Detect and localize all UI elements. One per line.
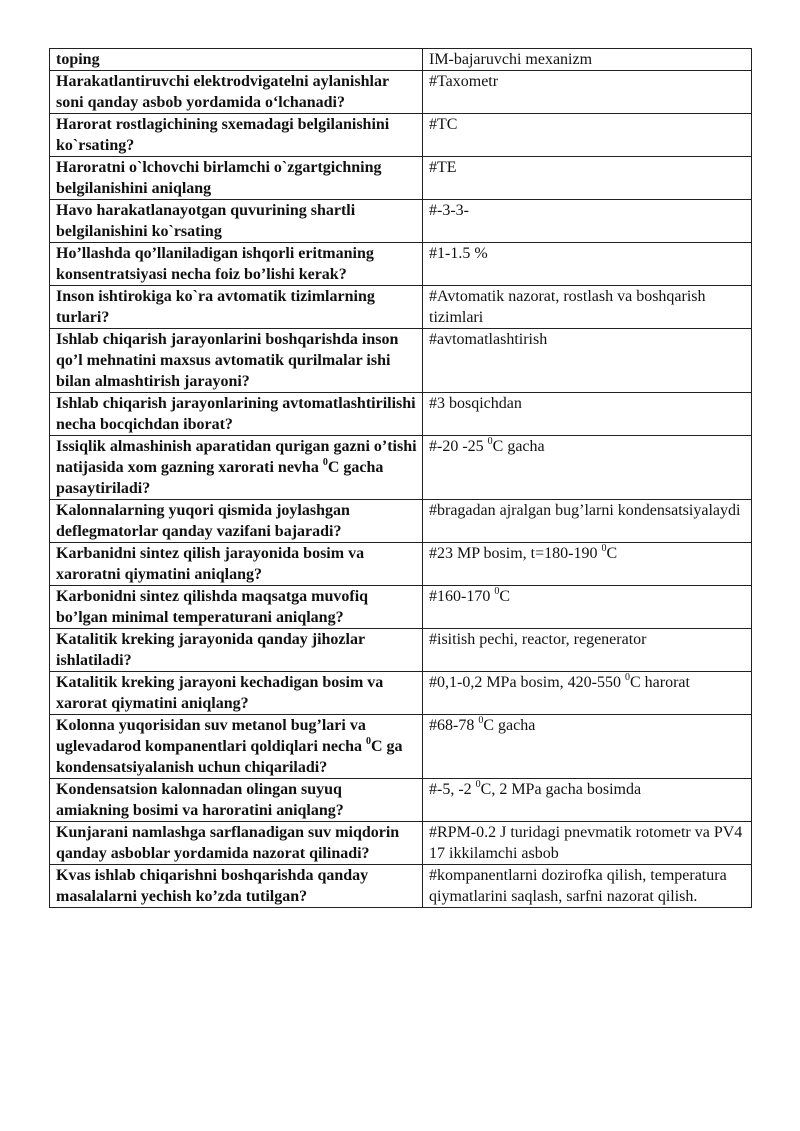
answer-text: C gacha xyxy=(483,717,536,734)
table-row xyxy=(50,157,752,200)
table-row xyxy=(50,114,752,157)
question-cell: Ishlab chiqarish jarayonlarini boshqarishda inson qo’l mehnatini maxsus avtomatik qurilmalar ishi bilan almashtirish jarayoni? xyxy=(50,329,423,393)
answer-text: C xyxy=(606,545,618,562)
table-row xyxy=(50,286,752,329)
degree-superscript: 0 xyxy=(475,778,481,790)
question-cell: Kalonnalarning yuqori qismida joylashgan deflegmatorlar qanday vazifani bajaradi? xyxy=(50,500,423,543)
answer-text: #0,1-0,2 MPa bosim, 420-550 xyxy=(429,674,625,691)
answer-cell: #1-1.5 % xyxy=(423,243,752,286)
answer-cell xyxy=(423,436,752,500)
question-cell: Harorat rostlagichining sxemadagi belgilanishini ko`rsating? xyxy=(50,114,423,157)
question-answer-table xyxy=(49,48,752,908)
answer-cell: #avtomatlashtirish xyxy=(423,329,752,393)
table-row xyxy=(50,243,752,286)
answer-cell: IM-bajaruvchi mexanizm xyxy=(423,49,752,71)
degree-superscript: 0 xyxy=(478,714,484,726)
table-row xyxy=(50,329,752,393)
answer-cell: #isitish pechi, reactor, regenerator xyxy=(423,629,752,672)
question-cell: Katalitik kreking jarayonida qanday jihozlar ishlatiladi? xyxy=(50,629,423,672)
answer-cell: #bragadan ajralgan bug’larni kondensatsiyalaydi xyxy=(423,500,752,543)
answer-cell: #Taxometr xyxy=(423,71,752,114)
table-row xyxy=(50,200,752,243)
question-cell: Inson ishtirokiga ko`ra avtomatik tizimlarning turlari? xyxy=(50,286,423,329)
degree-superscript: 0 xyxy=(487,435,493,447)
question-text: Issiqlik almashinish aparatidan qurigan gazni o’tishi natijasida xom gazning xarorati nevha xyxy=(56,438,417,476)
answer-cell: #TE xyxy=(423,157,752,200)
answer-cell: #TC xyxy=(423,114,752,157)
answer-cell xyxy=(423,586,752,629)
table-row xyxy=(50,586,752,629)
degree-superscript: 0 xyxy=(322,456,328,468)
answer-cell: #3 bosqichdan xyxy=(423,393,752,436)
table-row xyxy=(50,49,752,71)
question-cell: Karbonidni sintez qilishda maqsatga muvofiq bo’lgan minimal temperaturani aniqlang? xyxy=(50,586,423,629)
answer-cell: #RPM-0.2 J turidagi pnevmatik rotometr va PV4 17 ikkilamchi asbob xyxy=(423,822,752,865)
answer-cell xyxy=(423,672,752,715)
question-cell: Katalitik kreking jarayoni kechadigan bosim va xarorat qiymatini aniqlang? xyxy=(50,672,423,715)
answer-cell: #Avtomatik nazorat, rostlash va boshqarish tizimlari xyxy=(423,286,752,329)
answer-text: #-20 -25 xyxy=(429,438,488,455)
degree-superscript: 0 xyxy=(365,735,371,747)
answer-text: #160-170 xyxy=(429,588,495,605)
question-text: Kolonna yuqorisidan suv metanol bug’lari va uglevadarod kompanentlari qoldiqlari necha xyxy=(56,717,366,755)
table-row xyxy=(50,436,752,500)
table-row xyxy=(50,822,752,865)
question-cell: Karbanidni sintez qilish jarayonida bosim va xaroratni qiymatini aniqlang? xyxy=(50,543,423,586)
answer-text: C harorat xyxy=(630,674,690,691)
question-cell: Ho’llashda qo’llaniladigan ishqorli eritmaning konsentratsiyasi necha foiz bo’lishi kerak? xyxy=(50,243,423,286)
question-cell: Ishlab chiqarish jarayonlarining avtomatlashtirilishi necha bocqichdan iborat? xyxy=(50,393,423,436)
answer-text: C gacha xyxy=(492,438,545,455)
question-cell: Havo harakatlanayotgan quvurining shartli belgilanishini ko`rsating xyxy=(50,200,423,243)
answer-text: C, 2 MPa gacha bosimda xyxy=(480,781,642,798)
question-cell xyxy=(50,715,423,779)
degree-superscript: 0 xyxy=(625,671,630,683)
question-cell: Kondensatsion kalonnadan olingan suyuq amiakning bosimi va haroratini aniqlang? xyxy=(50,779,423,822)
table-row xyxy=(50,629,752,672)
question-cell: Harakatlantiruvchi elektrodvigatelni aylanishlar soni qanday asbob yordamida o‘lchanadi? xyxy=(50,71,423,114)
table-row xyxy=(50,672,752,715)
question-cell: toping xyxy=(50,49,423,71)
answer-text: #-5, -2 xyxy=(429,781,476,798)
question-cell xyxy=(50,436,423,500)
question-text: C gacha pasaytiriladi? xyxy=(56,459,384,497)
answer-text: #23 MP bosim, t=180-190 xyxy=(429,545,602,562)
table-row xyxy=(50,393,752,436)
answer-cell xyxy=(423,779,752,822)
degree-superscript: 0 xyxy=(601,542,607,554)
table-row xyxy=(50,543,752,586)
answer-cell xyxy=(423,715,752,779)
table-row xyxy=(50,71,752,114)
question-cell: Haroratni o`lchovchi birlamchi o`zgartgichning belgilanishini aniqlang xyxy=(50,157,423,200)
degree-superscript: 0 xyxy=(494,585,500,597)
answer-cell: #-3-3- xyxy=(423,200,752,243)
answer-text: C xyxy=(499,588,510,605)
table-row xyxy=(50,500,752,543)
table-row xyxy=(50,715,752,779)
question-text: C ga kondensatsiyalanish uchun chiqariladi? xyxy=(56,738,403,776)
table-row xyxy=(50,779,752,822)
table-row xyxy=(50,865,752,908)
answer-cell: #kompanentlarni dozirofka qilish, temperatura qiymatlarini saqlash, sarfni nazorat qilish. xyxy=(423,865,752,908)
question-cell: Kunjarani namlashga sarflanadigan suv miqdorin qanday asboblar yordamida nazorat qilinadi? xyxy=(50,822,423,865)
answer-text: #68-78 xyxy=(429,717,479,734)
answer-cell xyxy=(423,543,752,586)
question-cell: Kvas ishlab chiqarishni boshqarishda qanday masalalarni yechish ko’zda tutilgan? xyxy=(50,865,423,908)
